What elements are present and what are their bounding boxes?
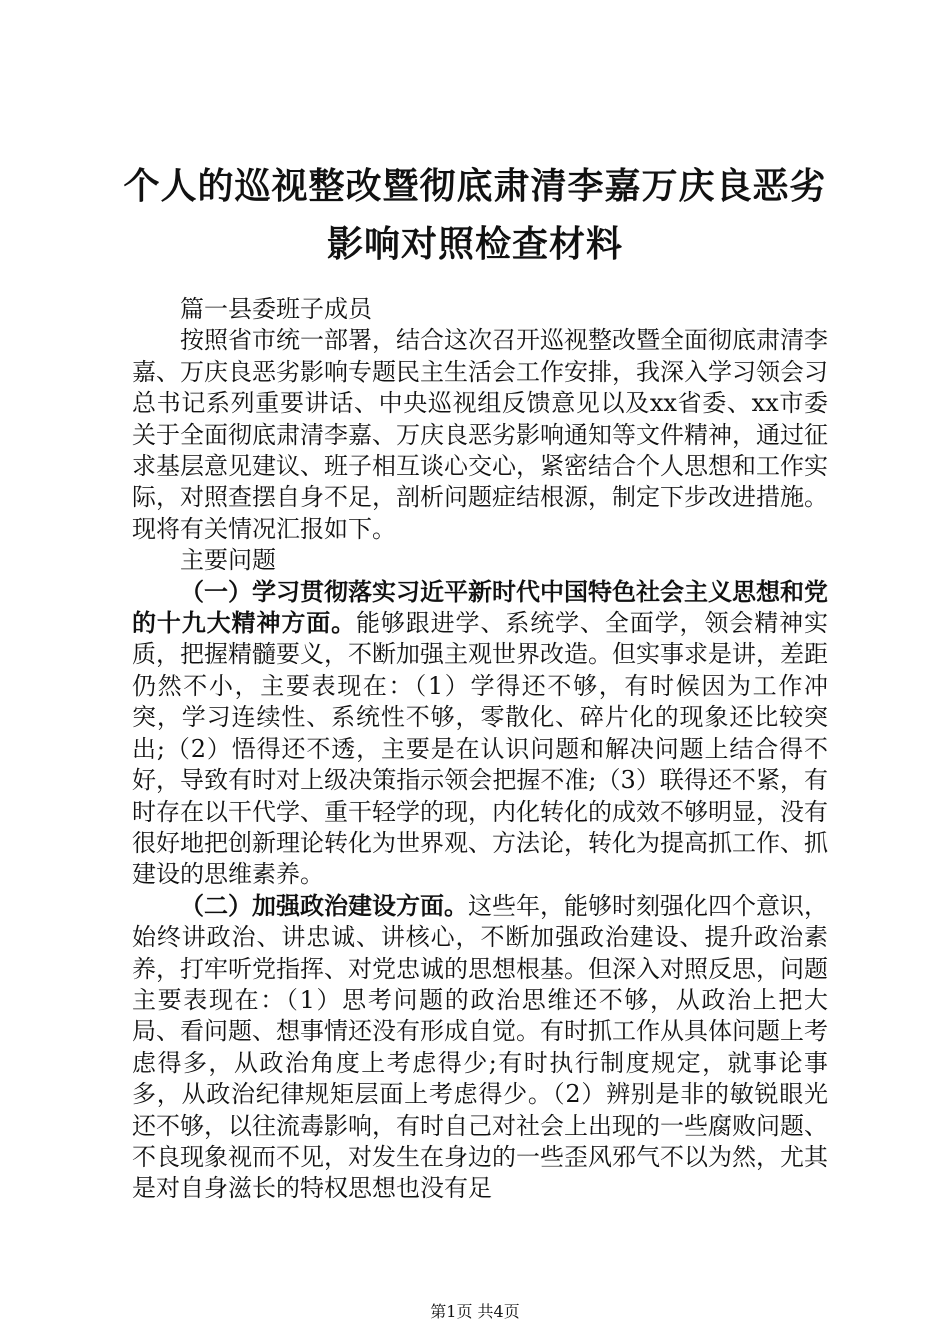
paragraph-text: 这些年，能够时刻强化四个意识，始终讲政治、讲忠诚、讲核心，不断加强政治建设、提升政治素养，打牢听党指挥、对党忠诚的思想根基。但深入对照反思，问题主要表现在：（1）思考问题的政治思维还不够，从政治上把大局、看问题、想事情还没有形成自觉。有时抓工作从具体问题上考虑得多，从政治角度上考虑得少;有时执行制度规定，就事论事多，从政治纪律规矩层面上考虑得少。（2）辨别是非的敏锐眼光还不够，以往流毒影响，有时自己对社会上出现的一些腐败问题、不良现象视而不见，对发生在身边的一些歪风邪气不以为然，尤其是对自身滋长的特权思想也没有足: [132, 891, 828, 1203]
paragraph: [132, 577, 828, 891]
paragraph: [132, 891, 828, 1205]
section-heading: （一）学习贯彻落实习近平新时代中国特色社会主义思想和党的十九大精神方面。: [132, 577, 828, 638]
paragraph: [132, 545, 828, 576]
document-title: 个人的巡视整改暨彻底肃清李嘉万庆良恶劣影响对照检查材料: [123, 166, 827, 265]
section-heading: （二）加强政治建设方面。: [180, 891, 468, 920]
paragraph-text: 按照省市统一部署，结合这次召开巡视整改暨全面彻底肃清李嘉、万庆良恶劣影响专题民主生活会工作安排，我深入学习领会习总书记系列重要讲话、中央巡视组反馈意见以及xx省委、xx市委关于全面彻底肃清李嘉、万庆良恶劣影响通知等文件精神，通过征求基层意见建议、班子相互谈心交心，紧密结合个人思想和工作实际，对照查摆自身不足，剖析问题症结根源，制定下步改进措施。现将有关情况汇报如下。: [132, 326, 828, 543]
document-body: [132, 294, 828, 1205]
paragraph: [132, 325, 828, 545]
page-footer: 第1页 共4页: [430, 1302, 520, 1321]
paragraph: [132, 294, 828, 325]
paragraph-text: 能够跟进学、系统学、全面学，领会精神实质，把握精髓要义，不断加强主观世界改造。但实事求是讲，差距仍然不小，主要表现在：（1）学得还不够，有时候因为工作冲突，学习连续性、系统性不够，零散化、碎片化的现象还比较突出;（2）悟得还不透，主要是在认识问题和解决问题上结合得不好，导致有时对上级决策指示领会把握不准;（3）联得还不紧，有时存在以干代学、重干轻学的现，内化转化的成效不够明显，没有很好地把创新理论转化为世界观、方法论，转化为提高抓工作、抓建设的思维素养。: [132, 609, 828, 889]
paragraph-text: 篇一县委班子成员: [180, 295, 372, 323]
paragraph-text: 主要问题: [180, 546, 276, 575]
